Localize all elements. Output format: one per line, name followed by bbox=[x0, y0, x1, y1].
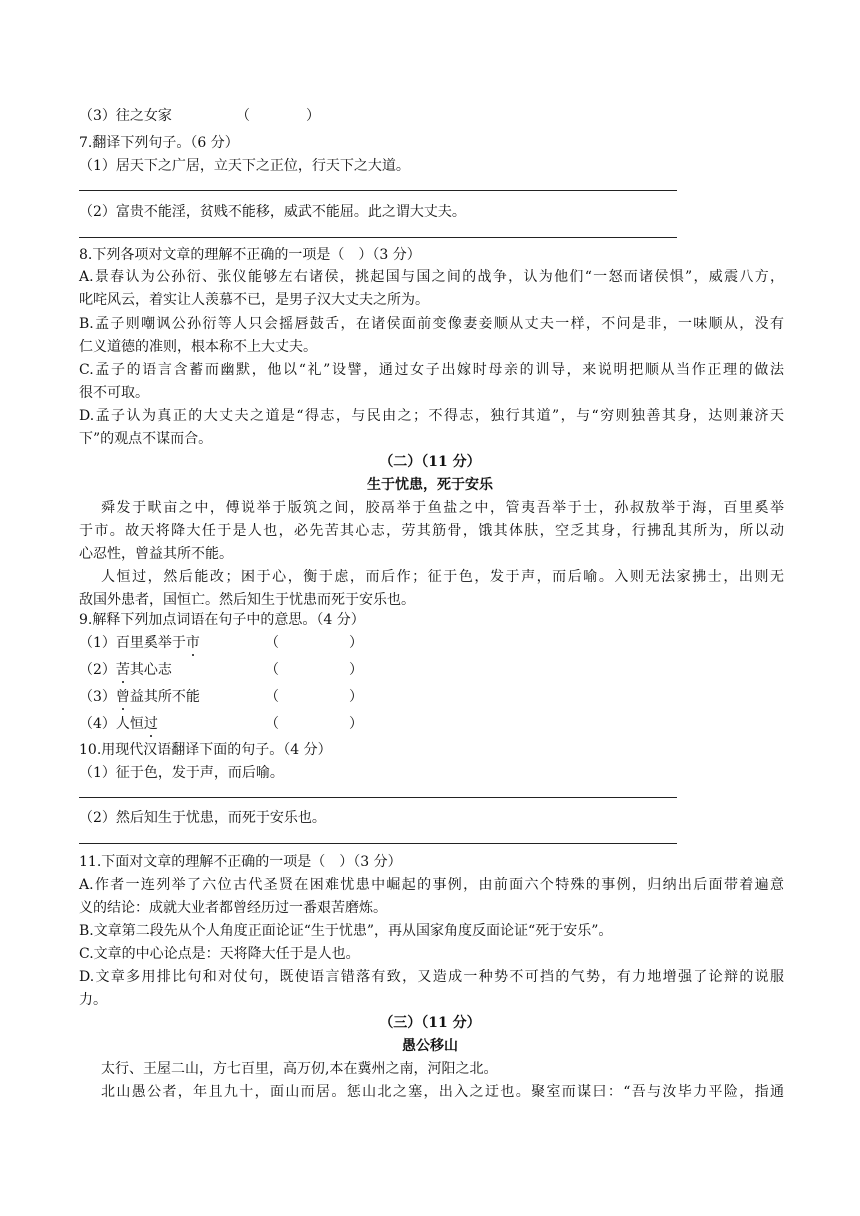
dotted-word: 曾 bbox=[115, 689, 130, 705]
passage-title: 愚公移山 bbox=[402, 1038, 458, 1054]
question-8-title: 8.下列各项对文章的理解不正确的一项是（ ）（3 分） bbox=[79, 247, 421, 263]
q11-option-d-cont: 力。 bbox=[79, 992, 107, 1008]
q11-option-c: C.文章的中心论点是：天将降大任于是人也。 bbox=[79, 946, 360, 962]
question-7-title: 7.翻译下列句子。（6 分） bbox=[79, 135, 239, 151]
answer-blank[interactable]: （ ） bbox=[265, 662, 363, 678]
q9-item: （4）人恒过 bbox=[79, 716, 158, 732]
passage-paragraph-cont: 心忍性，曾益其所不能。 bbox=[79, 546, 233, 562]
answer-line[interactable] bbox=[79, 190, 677, 191]
q8-option-d-cont: 下”的观点不谋而合。 bbox=[79, 431, 213, 447]
passage-title: 生于忧患，死于安乐 bbox=[367, 477, 493, 493]
dotted-word: 苦 bbox=[115, 662, 130, 678]
q8-option-b: B.孟子则嘲讽公孙衍等人只会摇唇鼓舌，在诸侯面前变像妻妾顺从丈夫一样，不问是非，一味顺从，没有 bbox=[79, 316, 784, 332]
q8-option-c-cont: 很不可取。 bbox=[79, 385, 149, 401]
q11-option-b: B.文章第二段先从个人角度正面论证“生于忧患”，再从国家角度反面论证“死于安乐”。 bbox=[79, 923, 613, 939]
section-heading: （二）（11 分） bbox=[379, 454, 481, 470]
q9-item: （2）苦其心志 bbox=[79, 662, 172, 678]
q8-option-b-cont: 仁义道德的准则，根本称不上大丈夫。 bbox=[79, 339, 317, 355]
q11-option-a-cont: 义的结论：成就大业者都曾经历过一番艰苦磨炼。 bbox=[79, 900, 387, 916]
question-9-title: 9.解释下列加点词语在句子中的意思。（4 分） bbox=[79, 612, 365, 628]
q8-option-a-cont: 叱咤风云，着实让人羡慕不已，是男子汉大丈夫之所为。 bbox=[79, 292, 429, 308]
dotted-word: 市 bbox=[185, 635, 200, 651]
answer-blank[interactable]: （ ） bbox=[265, 689, 363, 705]
answer-blank[interactable]: （ ） bbox=[265, 635, 363, 651]
q6-item-3: （3）往之女家 bbox=[79, 108, 172, 124]
q10-sentence-1: （1）征于色，发于声，而后喻。 bbox=[79, 765, 284, 781]
dotted-word: 过 bbox=[143, 716, 158, 732]
q9-item: （3）曾益其所不能 bbox=[79, 689, 200, 705]
passage-paragraph-cont: 敌国外患者，国恒亡。然后知生于忧患而死于安乐也。 bbox=[79, 592, 415, 608]
q11-option-d: D.文章多用排比句和对仗句，既使语言错落有致，又造成一种势不可挡的气势，有力地增强了论辩的说服 bbox=[79, 969, 784, 985]
q8-option-d: D.孟子认为真正的大丈夫之道是“得志，与民由之；不得志，独行其道”，与“穷则独善其身，达则兼济天 bbox=[79, 408, 784, 424]
question-10-title: 10.用现代汉语翻译下面的句子。（4 分） bbox=[79, 742, 332, 758]
q8-option-a: A.景春认为公孙衍、张仪能够左右诸侯，挑起国与国之间的战争，认为他们“一怒而诸侯惧”，威震八方， bbox=[79, 269, 784, 285]
q7-sentence-1: （1）居天下之广居，立天下之正位，行天下之大道。 bbox=[79, 158, 410, 174]
passage-paragraph: 太行、王屋二山，方七百里，高万仞,本在冀州之南，河阳之北。 bbox=[101, 1061, 498, 1077]
q7-sentence-2: （2）富贵不能淫，贫贱不能移，威武不能屈。此之谓大丈夫。 bbox=[79, 204, 466, 220]
question-11-title: 11.下面对文章的理解不正确的一项是（ ）（3 分） bbox=[79, 854, 402, 870]
passage-paragraph-cont: 于市。故天将降大任于是人也，必先苦其心志，劳其筋骨，饿其体肤，空乏其身，行拂乱其所为，所以动 bbox=[79, 523, 784, 539]
answer-blank[interactable]: （ ） bbox=[265, 716, 363, 732]
passage-paragraph: 人恒过，然后能改；困于心，衡于虑，而后作；征于色，发于声，而后喻。入则无法家拂士，出则无 bbox=[101, 569, 784, 585]
answer-line[interactable] bbox=[79, 797, 677, 798]
q9-item: （1）百里奚举于市 bbox=[79, 635, 200, 651]
section-heading: （三）（11 分） bbox=[379, 1015, 481, 1031]
q11-option-a: A.作者一连列举了六位古代圣贤在困难忧患中崛起的事例，由前面六个特殊的事例，归纳出后面带着遍意 bbox=[79, 877, 784, 893]
answer-blank[interactable]: （ ） bbox=[236, 108, 320, 124]
passage-paragraph: 舜发于畎亩之中，傅说举于版筑之间，胶鬲举于鱼盐之中，管夷吾举于士，孙叔敖举于海，百里奚举 bbox=[101, 500, 784, 516]
q8-option-c: C.孟子的语言含蓄而幽默，他以“礼”设譬，通过女子出嫁时母亲的训导，来说明把顺从当作正理的做法 bbox=[79, 362, 784, 378]
answer-line[interactable] bbox=[79, 237, 677, 238]
q10-sentence-2: （2）然后知生于忧患，而死于安乐也。 bbox=[79, 810, 326, 826]
answer-line[interactable] bbox=[79, 843, 677, 844]
passage-paragraph: 北山愚公者，年且九十，面山而居。惩山北之塞，出入之迂也。聚室而谋曰：“吾与汝毕力平险，指通 bbox=[101, 1084, 784, 1100]
